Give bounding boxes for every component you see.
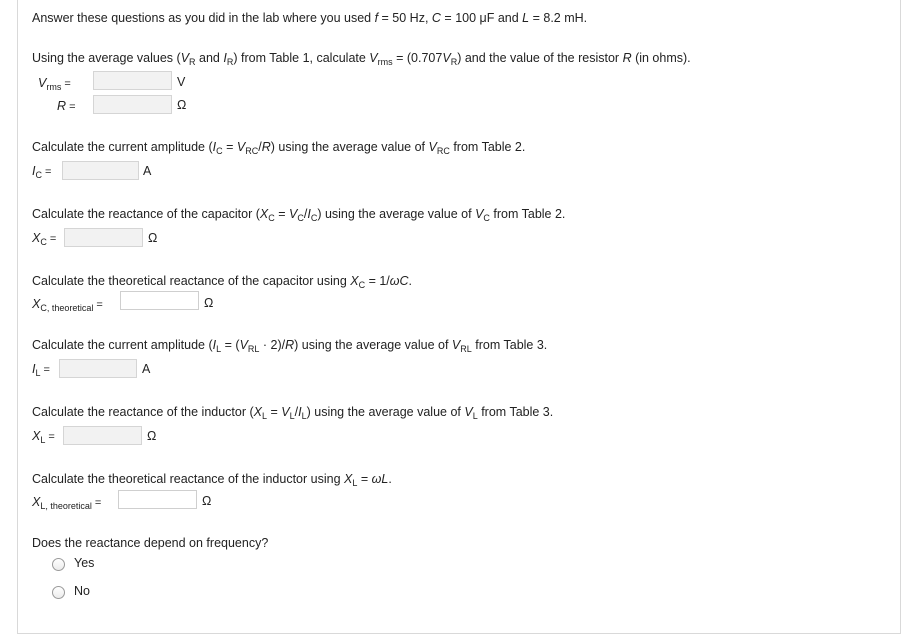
xc-theoretical-label: $X_{C, theoretical}$ =: [32, 297, 103, 313]
il-unit: A: [142, 362, 151, 376]
intro-text: Answer these questions as you did in the lab where you used f = 50 Hz, C = 100 μF and L = 8.2 mH.: [32, 11, 588, 25]
il-input[interactable]: [59, 359, 137, 378]
ic-label: $I_C$ =: [32, 164, 52, 180]
xc-unit: Ω: [148, 231, 158, 245]
q5-prompt: Calculate the current amplitude $(I_L = (V_{RL} \cdot 2)/R)$ using the average value of $V_{RL}$ from Table 3.: [32, 338, 548, 354]
q4-prompt: Calculate the theoretical reactance of the capacitor using $X_C = 1/\omega C$.: [32, 274, 413, 290]
radio-yes-label[interactable]: Yes: [74, 556, 95, 570]
q3-prompt: Calculate the reactance of the capacitor $(X_C = V_C/I_C)$ using the average value of $V_C$ from Table 2.: [32, 207, 566, 223]
radio-yes[interactable]: [52, 558, 65, 571]
il-label: $I_L$ =: [32, 362, 50, 378]
ic-unit: A: [143, 164, 152, 178]
r-input[interactable]: [93, 95, 172, 114]
ic-input[interactable]: [62, 161, 139, 180]
xl-theoretical-input[interactable]: [118, 490, 197, 509]
xl-unit: Ω: [147, 429, 157, 443]
q2-prompt: Calculate the current amplitude $(I_C = V_{RC}/R)$ using the average value of $V_{RC}$ from Table 2.: [32, 140, 526, 156]
r-unit: Ω: [177, 98, 187, 112]
xc-label: $X_C$ =: [32, 231, 57, 247]
xc-theoretical-unit: Ω: [204, 296, 214, 310]
xc-input[interactable]: [64, 228, 143, 247]
vrms-unit: V: [177, 75, 186, 89]
radio-no[interactable]: [52, 586, 65, 599]
q8-prompt: Does the reactance depend on frequency?: [32, 536, 269, 550]
vrms-input[interactable]: [93, 71, 172, 90]
xl-theoretical-label: $X_{L, theoretical}$ =: [32, 495, 102, 511]
q1-prompt: Using the average values ($V_R$ and $I_R$) from Table 1, calculate $V_{rms} = (0.707V_R)$ and the value of the resistor R (in ohms).: [32, 51, 691, 67]
radio-no-label[interactable]: No: [74, 584, 90, 598]
xl-label: $X_L$ =: [32, 429, 55, 445]
q6-prompt: Calculate the reactance of the inductor $(X_L = V_L/I_L)$ using the average value of $V_L$ from Table 3.: [32, 405, 554, 421]
xc-theoretical-input[interactable]: [120, 291, 199, 310]
xl-input[interactable]: [63, 426, 142, 445]
q7-prompt: Calculate the theoretical reactance of the inductor using $X_L = \omega L$.: [32, 472, 392, 488]
xl-theoretical-unit: Ω: [202, 494, 212, 508]
vrms-label: $V_{rms}$ =: [38, 76, 71, 92]
r-label: R =: [57, 99, 76, 113]
